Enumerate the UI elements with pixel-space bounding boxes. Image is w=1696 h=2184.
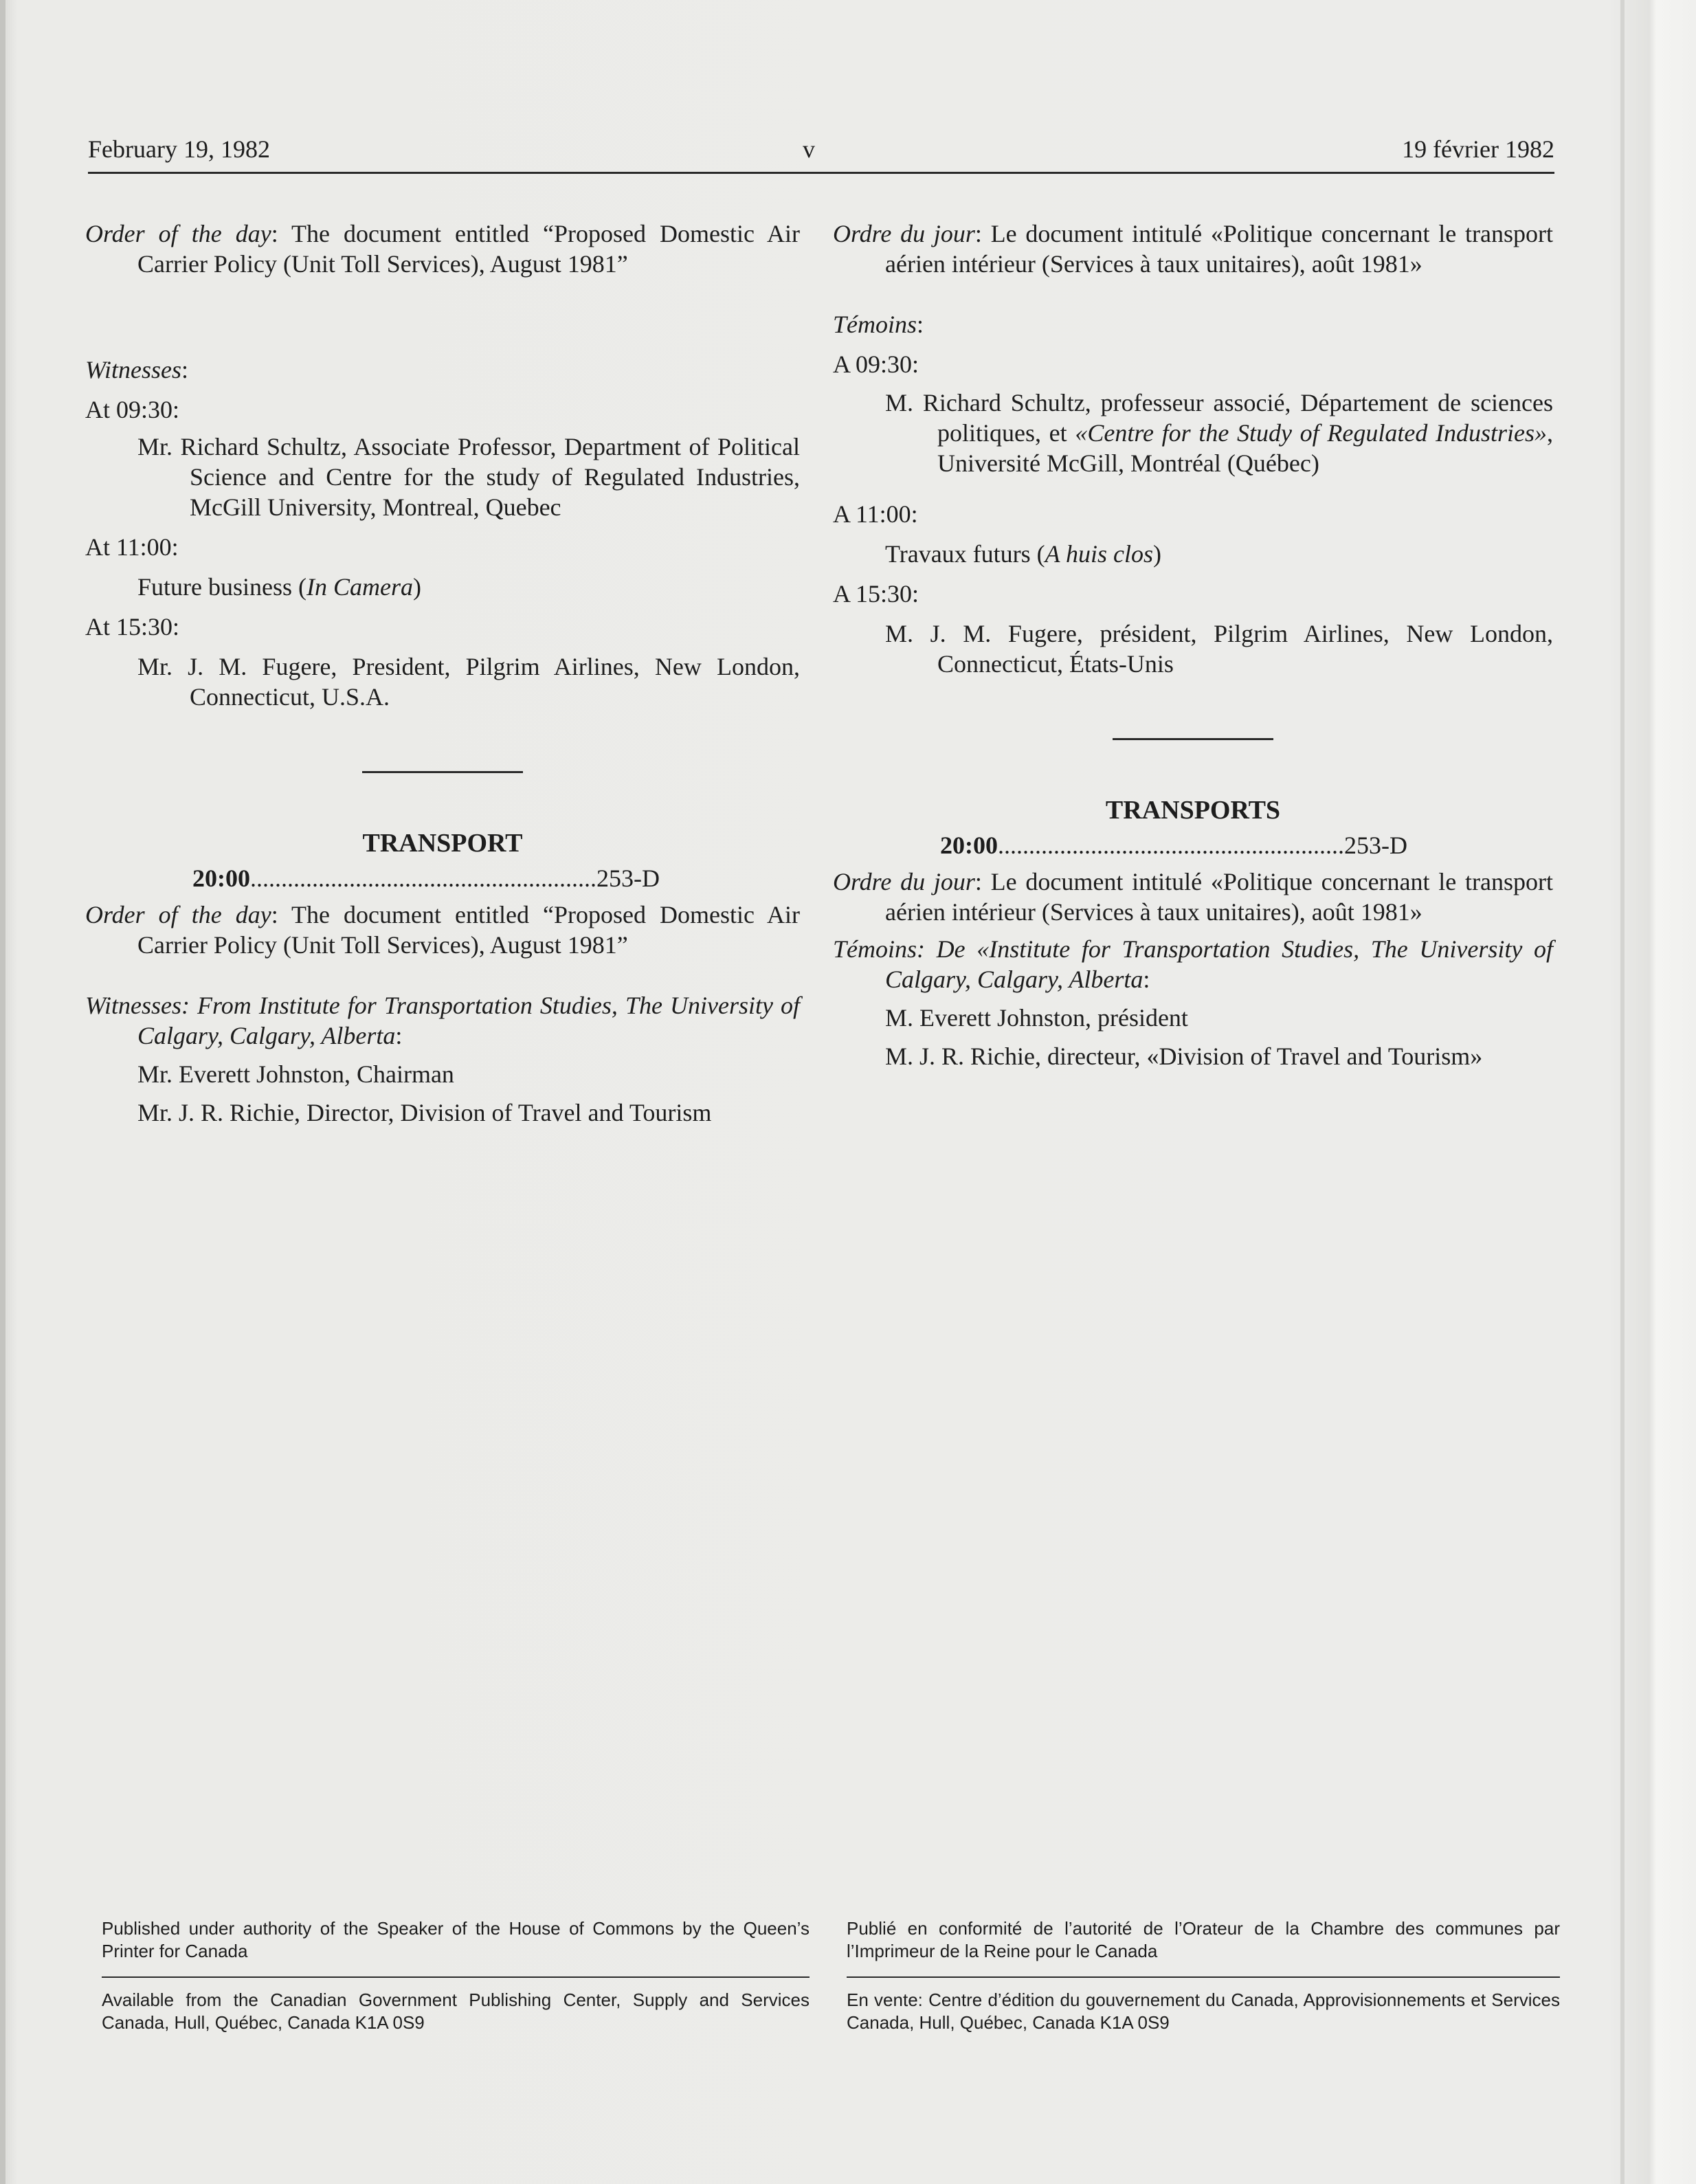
availability-note-fr: En vente: Centre d’édition du gouvernement du Canada, Approvisionnements et Services Canada, Hull, Québec, Canada K1A 0S9 bbox=[847, 1990, 1560, 2033]
witness-schultz: Mr. Richard Schultz, Associate Professor, Department of Political Science and Centre for the study of Regulated Industries, McGill University, Montreal, Quebec bbox=[137, 433, 800, 521]
temoin-schultz: M. Richard Schultz, professeur associé, Département de sciences politiques, et «Centre for the Study of Regulated Industries», Université McGill, Montréal (Québec) bbox=[885, 389, 1553, 477]
meeting-room: 253-D bbox=[596, 865, 660, 892]
order-of-the-day-evening: Order of the day: The document entitled “Proposed Domestic Air Carrier Policy (Unit Toll Services), August 1981” bbox=[85, 901, 800, 959]
temoin-fugere: M. J. M. Fugere, président, Pilgrim Airlines, New London, Connecticut, États-Unis bbox=[885, 620, 1553, 678]
ordre-du-jour: Ordre du jour: Le document intitulé «Politique concernant le transport aérien intérieur (Services à taux unitaires), août 1981» bbox=[833, 220, 1554, 278]
page-stack-edge bbox=[1620, 0, 1625, 2184]
english-column bbox=[85, 219, 800, 1128]
header-date-french: 19 février 1982 bbox=[1402, 135, 1554, 163]
temoin-richie: M. J. R. Richie, directeur, «Division of Travel and Tourism» bbox=[885, 1043, 1483, 1070]
footer-english bbox=[102, 1917, 810, 2034]
section-divider-fr bbox=[1113, 738, 1273, 740]
footer-rule-fr bbox=[847, 1976, 1560, 1978]
temoin-johnston: M. Everett Johnston, président bbox=[885, 1004, 1188, 1032]
french-column bbox=[833, 219, 1553, 1071]
witnesses-heading: Witnesses: bbox=[85, 356, 189, 383]
time-slot-0930-fr: A 09:30: bbox=[833, 350, 919, 378]
page-number: v bbox=[803, 135, 815, 163]
witnesses-evening: Witnesses: From Institute for Transportation Studies, The University of Calgary, Calgary, Alberta: bbox=[85, 992, 800, 1049]
time-slot-1530: At 15:30: bbox=[85, 613, 180, 640]
footer-french bbox=[847, 1917, 1560, 2034]
order-label: Order of the day bbox=[85, 220, 271, 247]
header-date-english: February 19, 1982 bbox=[88, 135, 270, 163]
section-title-transport: TRANSPORT bbox=[362, 829, 523, 858]
order-of-the-day bbox=[85, 219, 800, 279]
binding-edge bbox=[0, 0, 5, 2184]
temoins-heading: Témoins: bbox=[833, 311, 924, 338]
running-header bbox=[88, 131, 1554, 174]
time-slot-1100: At 11:00: bbox=[85, 533, 179, 561]
meeting-schedule bbox=[192, 864, 673, 893]
time-slot-1530-fr: A 15:30: bbox=[833, 580, 919, 608]
order-text: : The document entitled “Proposed Domestic Air Carrier Policy (Unit Toll Services), August 1981” bbox=[137, 220, 800, 278]
section-divider bbox=[362, 771, 523, 773]
future-business: Future business (In Camera) bbox=[137, 573, 421, 601]
publication-authority: Published under authority of the Speaker of the House of Commons by the Queen’s Printer for Canada bbox=[102, 1918, 810, 1961]
witness-fugere: Mr. J. M. Fugere, President, Pilgrim Airlines, New London, Connecticut, U.S.A. bbox=[137, 653, 800, 711]
witness-richie: Mr. J. R. Richie, Director, Division of Travel and Tourism bbox=[137, 1099, 712, 1126]
travaux-futurs: Travaux futurs (A huis clos) bbox=[885, 540, 1161, 568]
temoins-soir: Témoins: De «Institute for Transportation Studies, The University of Calgary, Calgary, Alberta: bbox=[833, 935, 1553, 993]
ordre-du-jour-soir: Ordre du jour: Le document intitulé «Politique concernant le transport aérien intérieur (Services à taux unitaires), août 1981» bbox=[833, 868, 1554, 926]
time-slot-1100-fr: A 11:00: bbox=[833, 500, 918, 528]
publication-authority-fr: Publié en conformité de l’autorité de l’Orateur de la Chambre des communes par l’Imprimeur de la Reine pour le Canada bbox=[847, 1918, 1560, 1961]
availability-note: Available from the Canadian Government Publishing Center, Supply and Services Canada, Hull, Québec, Canada K1A 0S9 bbox=[102, 1990, 810, 2033]
leader-dots: ........................................................ bbox=[250, 865, 596, 892]
meeting-schedule-fr: 20:00........................................................253-D bbox=[940, 832, 1407, 859]
time-slot-0930: At 09:30: bbox=[85, 396, 180, 423]
meeting-time: 20:00 bbox=[192, 865, 250, 892]
section-title-transports: TRANSPORTS bbox=[1105, 796, 1281, 825]
footer-rule bbox=[102, 1976, 810, 1978]
witness-johnston: Mr. Everett Johnston, Chairman bbox=[137, 1060, 454, 1088]
